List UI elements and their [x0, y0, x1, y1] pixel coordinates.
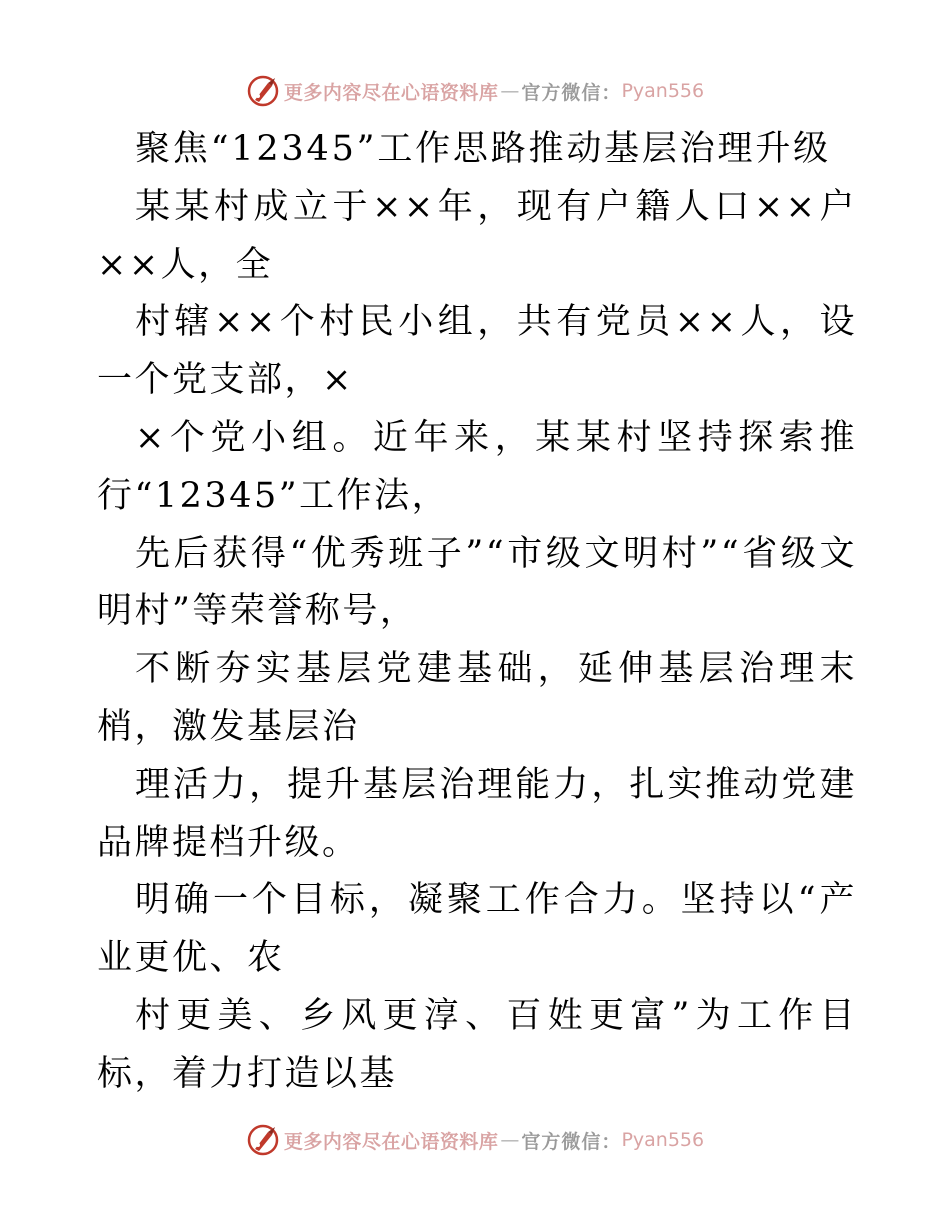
- wechat-id: Pyan556: [621, 80, 705, 102]
- document-body: [97, 121, 857, 1104]
- header-watermark: [0, 71, 950, 111]
- paragraph-8: 村更美、乡风更淳、百姓更富”为工作目标，着力打造以基: [97, 995, 857, 1094]
- watermark-dash: —: [500, 80, 520, 102]
- wechat-label: 官方微信：: [521, 1130, 622, 1153]
- paragraph-7: 明确一个目标，凝聚工作合力。坚持以“产业更优、农: [97, 880, 857, 979]
- wechat-id: Pyan556: [621, 1129, 705, 1151]
- paragraph-6: 理活力，提升基层治理能力，扎实推动党建品牌提档升级。: [97, 764, 857, 863]
- quill-logo-icon: [246, 1123, 280, 1157]
- watermark-dash: —: [500, 1129, 520, 1151]
- paragraph-3: ×个党小组。近年来，某某村坚持探索推行“12345”工作法，: [97, 417, 857, 516]
- paragraph-2: 村辖××个村民小组，共有党员××人，设一个党支部，×: [97, 302, 857, 401]
- paragraph-4: 先后获得“优秀班子”“市级文明村”“省级文明村”等荣誉称号，: [97, 533, 857, 632]
- watermark-text: 更多内容尽在心语资料库: [283, 1130, 499, 1153]
- quill-logo-icon: [246, 74, 280, 108]
- paragraph-5: 不断夯实基层党建基础，延伸基层治理末梢，激发基层治: [97, 649, 857, 747]
- watermark-text: 更多内容尽在心语资料库: [283, 81, 499, 104]
- paragraph-1: 某某村成立于××年，现有户籍人口××户××人，全: [97, 186, 857, 285]
- document-title: 聚焦“12345”工作思路推动基层治理升级: [135, 129, 831, 169]
- wechat-label: 官方微信：: [521, 81, 622, 104]
- footer-watermark: [0, 1120, 950, 1160]
